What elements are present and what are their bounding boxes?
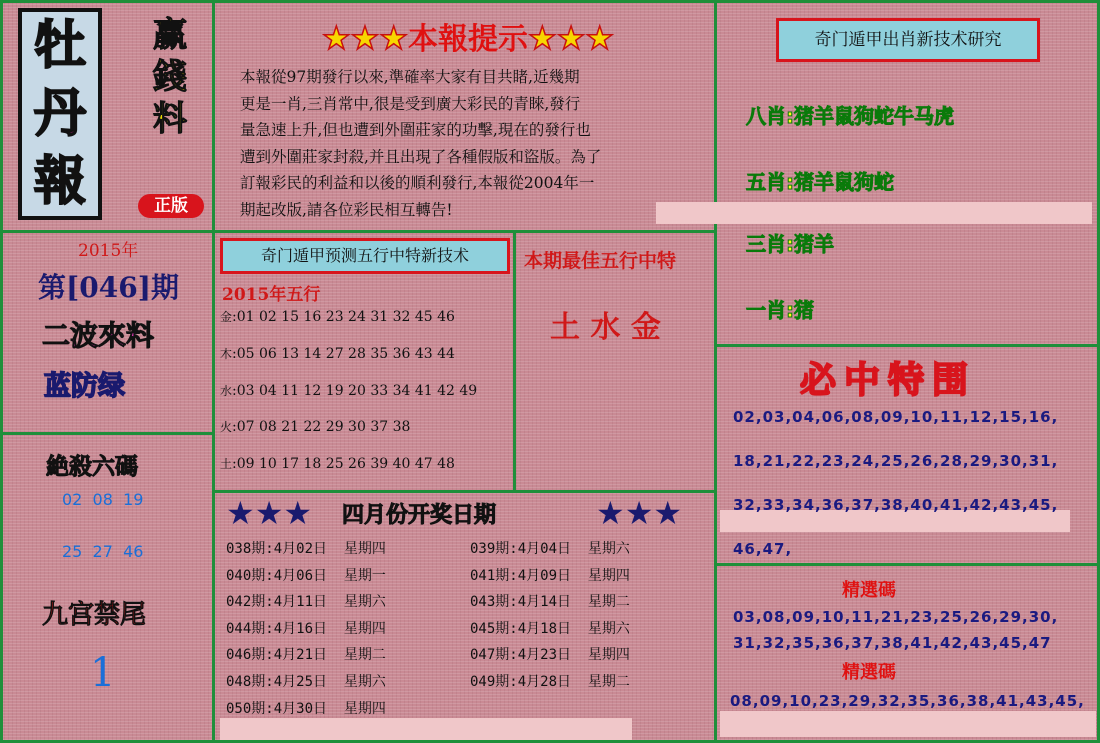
divider-h-right-2 — [714, 563, 1100, 566]
draw-date-row: 039期:4月04日 星期六 — [470, 541, 630, 557]
draw-date-row: 040期:4月06日 星期一 — [226, 567, 386, 584]
wuxing-header: 奇门遁甲预测五行中特新技术 — [220, 238, 510, 274]
draw-date-row: 050期:4月30日 星期四 — [226, 700, 386, 717]
draw-date-row: 045期:4月18日 星期六 — [470, 620, 630, 637]
zodiac-line-three: 三肖:猪羊 — [746, 232, 834, 256]
side-title-char: 料 — [153, 99, 187, 139]
wave-value: 蓝防绿 — [44, 371, 125, 402]
draw-date-row: 049期:4月28日 星期二 — [470, 674, 630, 690]
element-label: 水 — [220, 384, 233, 398]
notice-line: 更是一肖,三肖常中,很是受到廣大彩民的青睞,發行 — [240, 94, 581, 113]
draw-dates-title-row — [226, 494, 706, 530]
divider-h-left-1 — [0, 230, 714, 233]
notice-title-text: 本報提示 — [408, 22, 528, 57]
jingxuan-line: 08,09,10,23,29,32,35,36,38,41,43,45, — [730, 692, 1085, 710]
draw-date-row: 047期:4月23日 星期四 — [470, 647, 630, 664]
notice-line: 期起改版,請各位彩民相互轉告! — [240, 200, 453, 219]
element-label: 土 — [220, 457, 233, 471]
notice-line: 量急速上升,但也遭到外圍莊家的功擊,現在的發行也 — [240, 121, 591, 139]
side-title-char: 錢 — [153, 57, 187, 97]
issue-label: 第[046]期 — [38, 271, 179, 304]
best-wuxing-value: 土 水 金 — [550, 310, 661, 345]
bizhong-line: 46,47, — [733, 540, 793, 558]
pale-strip-1 — [656, 202, 1092, 224]
divider-v2 — [714, 0, 717, 743]
jingxuan-title-1: 精選碼 — [842, 580, 896, 601]
nine-palace-title: 九宫禁尾 — [42, 600, 147, 630]
jingxuan-line: 31,32,35,36,37,38,41,42,43,45,47 — [733, 634, 1052, 652]
element-nums: 01 02 15 16 23 24 31 32 45 46 — [236, 309, 455, 325]
element-label: 金 — [220, 310, 233, 324]
side-title-char: 赢 — [153, 15, 187, 55]
kill-six-title: 絶殺六碼 — [46, 454, 138, 480]
pale-strip-3 — [720, 711, 1096, 737]
logo-char: 丹 — [33, 84, 86, 144]
element-nums: 09 10 17 18 25 26 39 40 47 48 — [236, 456, 455, 472]
bizhong-line: 02,03,04,06,08,09,10,11,12,15,16, — [733, 408, 1059, 426]
notice-line: 遭到外圍莊家封殺,并且出現了各種假版和盜版。為了 — [240, 147, 602, 166]
wuxing-row-metal: 金:01 02 15 16 23 24 31 32 45 46 — [220, 309, 455, 325]
jingxuan-title-2: 精選碼 — [842, 662, 896, 683]
notice-body — [240, 64, 688, 223]
draw-date-row: 046期:4月21日 星期二 — [226, 647, 386, 664]
frame-top — [0, 0, 1100, 3]
zodiac-line-eight: 八肖:猪羊鼠狗蛇牛马虎 — [746, 104, 954, 128]
element-label: 火 — [220, 420, 233, 434]
element-nums: 03 04 11 12 19 20 33 34 41 42 49 — [236, 383, 478, 399]
star-icon: ★★★ — [528, 19, 615, 57]
notice-title — [308, 14, 628, 58]
genuine-badge: 正版 — [138, 194, 204, 218]
draw-date-row: 043期:4月14日 星期二 — [470, 594, 630, 611]
zodiac-header: 奇门遁甲出肖新技术研究 — [776, 18, 1040, 62]
wuxing-subtitle: 2015年五行 — [222, 285, 321, 305]
divider-h-left-2 — [0, 432, 212, 435]
bizhong-line: 32,33,34,36,37,38,40,41,42,43,45, — [733, 496, 1059, 514]
kill-six-row-1: 02 08 19 — [62, 490, 144, 509]
bizhong-line: 18,21,22,23,24,25,26,28,29,30,31, — [733, 452, 1059, 470]
divider-h-right-1 — [714, 344, 1100, 347]
side-title — [150, 15, 190, 139]
draw-dates-title: 四月份开奖日期 — [342, 503, 497, 528]
wuxing-row-earth: 土:09 10 17 18 25 26 39 40 47 48 — [220, 456, 455, 472]
zodiac-line-five: 五肖:猪羊鼠狗蛇 — [746, 170, 894, 194]
draw-date-row: 038期:4月02日 星期四 — [226, 541, 386, 557]
star-icon: ★★★ — [321, 19, 408, 57]
nine-palace-value: 1 — [90, 650, 116, 696]
draw-date-row: 048期:4月25日 星期六 — [226, 674, 386, 690]
wuxing-row-fire: 火:07 08 21 22 29 30 37 38 — [220, 419, 411, 435]
element-nums: 05 06 13 14 27 28 35 36 43 44 — [236, 346, 455, 362]
zodiac-line-one: 一肖:猪 — [746, 298, 814, 322]
notice-line: 本報從97期發行以來,準確率大家有目共睹,近幾期 — [240, 68, 580, 86]
draw-date-row: 042期:4月11日 星期六 — [226, 594, 386, 611]
best-wuxing-title: 本期最佳五行中特 — [524, 250, 677, 272]
pale-strip-2 — [220, 718, 632, 740]
wuxing-row-water: 水:03 04 11 12 19 20 33 34 41 42 49 — [220, 383, 478, 399]
logo-char: 牡 — [33, 16, 86, 76]
frame-left — [0, 0, 3, 743]
divider-v-mid — [513, 233, 516, 491]
kill-six-row-2: 25 27 46 — [62, 542, 144, 561]
bizhong-title: 必中特围 — [800, 360, 977, 401]
draw-date-row: 041期:4月09日 星期四 — [470, 567, 630, 584]
star-icon: ★★★ — [596, 494, 683, 532]
element-label: 木 — [220, 347, 233, 361]
element-nums: 07 08 21 22 29 30 37 38 — [236, 419, 411, 435]
divider-v1 — [212, 0, 215, 743]
wuxing-row-wood: 木:05 06 13 14 27 28 35 36 43 44 — [220, 346, 455, 362]
draw-date-row: 044期:4月16日 星期四 — [226, 620, 386, 637]
notice-line: 訂報彩民的利益和以後的順利發行,本報從2004年一 — [240, 174, 595, 192]
logo-char: 報 — [33, 152, 86, 212]
wave-title: 二波來料 — [42, 319, 155, 352]
jingxuan-line: 03,08,09,10,11,21,23,25,26,29,30, — [733, 608, 1059, 626]
year-label: 2015年 — [78, 241, 139, 261]
divider-h-mid — [212, 490, 714, 493]
logo — [18, 8, 102, 220]
star-icon: ★★★ — [226, 494, 313, 532]
